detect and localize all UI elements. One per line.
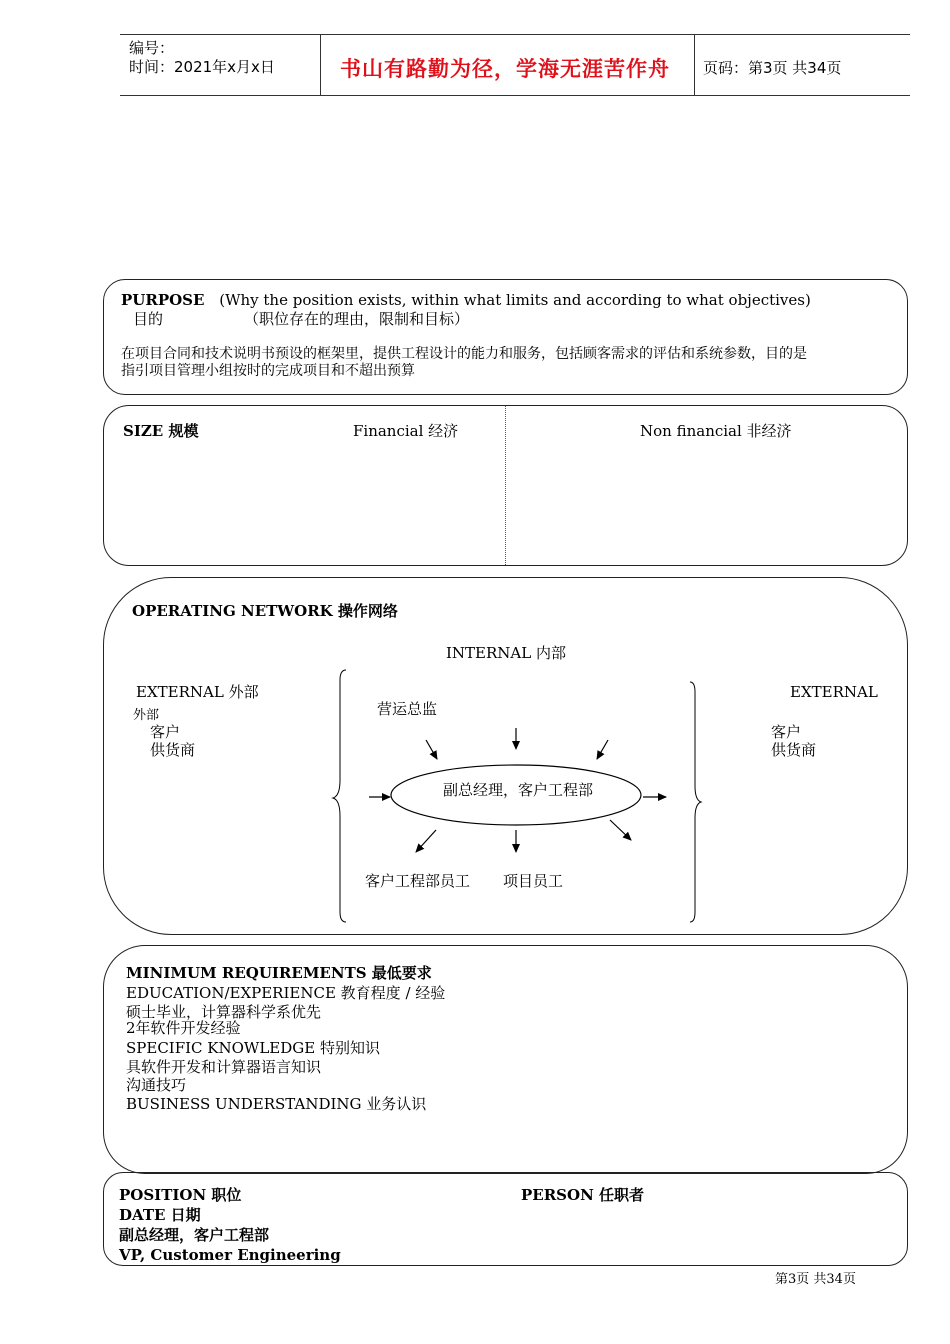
document-number: 编号：	[129, 39, 175, 57]
date-label: DATE 日期	[119, 1206, 201, 1224]
arrow-top-left	[426, 740, 437, 759]
network-center-node: 副总经理，客户工程部	[443, 781, 594, 799]
purpose-body-line: 在项目合同和技术说明书预设的框架里，提供工程设计的能力和服务，包括顾客需求的评估和系统参数，目的是	[121, 346, 807, 362]
arrow-bottom-left	[416, 830, 436, 852]
position-label: POSITION 职位	[119, 1186, 242, 1204]
position-title-en: VP, Customer Engineering	[119, 1246, 341, 1264]
network-bottom-left-node: 客户工程部员工	[365, 872, 471, 890]
purpose-body-line: 指引项目管理小组按时的完成项目和不超出预算	[121, 363, 415, 379]
network-left-item: 客户	[150, 723, 181, 741]
requirements-title: MINIMUM REQUIREMENTS 最低要求	[126, 964, 432, 982]
purpose-desc-cn: （职位存在的理由，限制和目标）	[244, 310, 470, 328]
network-right-item: 供货商	[771, 741, 817, 759]
network-external-right-label: EXTERNAL	[790, 683, 878, 701]
requirements-line: BUSINESS UNDERSTANDING 业务认识	[126, 1095, 427, 1113]
purpose-title: PURPOSE	[121, 291, 205, 309]
person-label: PERSON 任职者	[521, 1186, 645, 1204]
header-page-number: 页码：第3页 共34页	[703, 59, 842, 77]
right-brace	[690, 682, 701, 922]
size-non-financial-label: Non financial 非经济	[640, 422, 792, 440]
network-title: OPERATING NETWORK 操作网络	[132, 602, 398, 620]
network-external-left-sub: 外部	[133, 708, 160, 723]
network-internal-label: INTERNAL 内部	[446, 644, 566, 662]
requirements-line: EDUCATION/EXPERIENCE 教育程度 / 经验	[126, 984, 446, 1002]
header-motto: 书山有路勤为径，学海无涯苦作舟	[340, 57, 670, 81]
purpose-title-cn: 目的	[133, 310, 164, 328]
purpose-title-desc: (Why the position exists, within what limits and according to what objectives)	[219, 291, 811, 309]
network-external-left-label: EXTERNAL 外部	[136, 683, 259, 701]
network-right-item: 客户	[771, 723, 802, 741]
requirements-line: 2年软件开发经验	[126, 1019, 241, 1037]
arrow-top-right	[597, 740, 608, 759]
size-title: SIZE 规模	[123, 422, 199, 440]
requirements-line: 具软件开发和计算器语言知识	[126, 1058, 322, 1076]
requirements-line: 硕士毕业，计算器科学系优先	[126, 1003, 322, 1021]
document-time: 时间：2021年x月x日	[129, 58, 275, 76]
position-title-cn: 副总经理，客户工程部	[119, 1226, 270, 1244]
size-financial-label: Financial 经济	[353, 422, 459, 440]
network-top-node: 营运总监	[377, 700, 438, 718]
network-left-item: 供货商	[150, 741, 196, 759]
left-brace	[333, 670, 346, 922]
requirements-line: SPECIFIC KNOWLEDGE 特别知识	[126, 1039, 380, 1057]
footer-page-number: 第3页 共34页	[775, 1272, 856, 1287]
network-bottom-right-node: 项目员工	[503, 872, 564, 890]
arrow-bottom-right	[610, 820, 631, 840]
requirements-line: 沟通技巧	[126, 1076, 187, 1094]
